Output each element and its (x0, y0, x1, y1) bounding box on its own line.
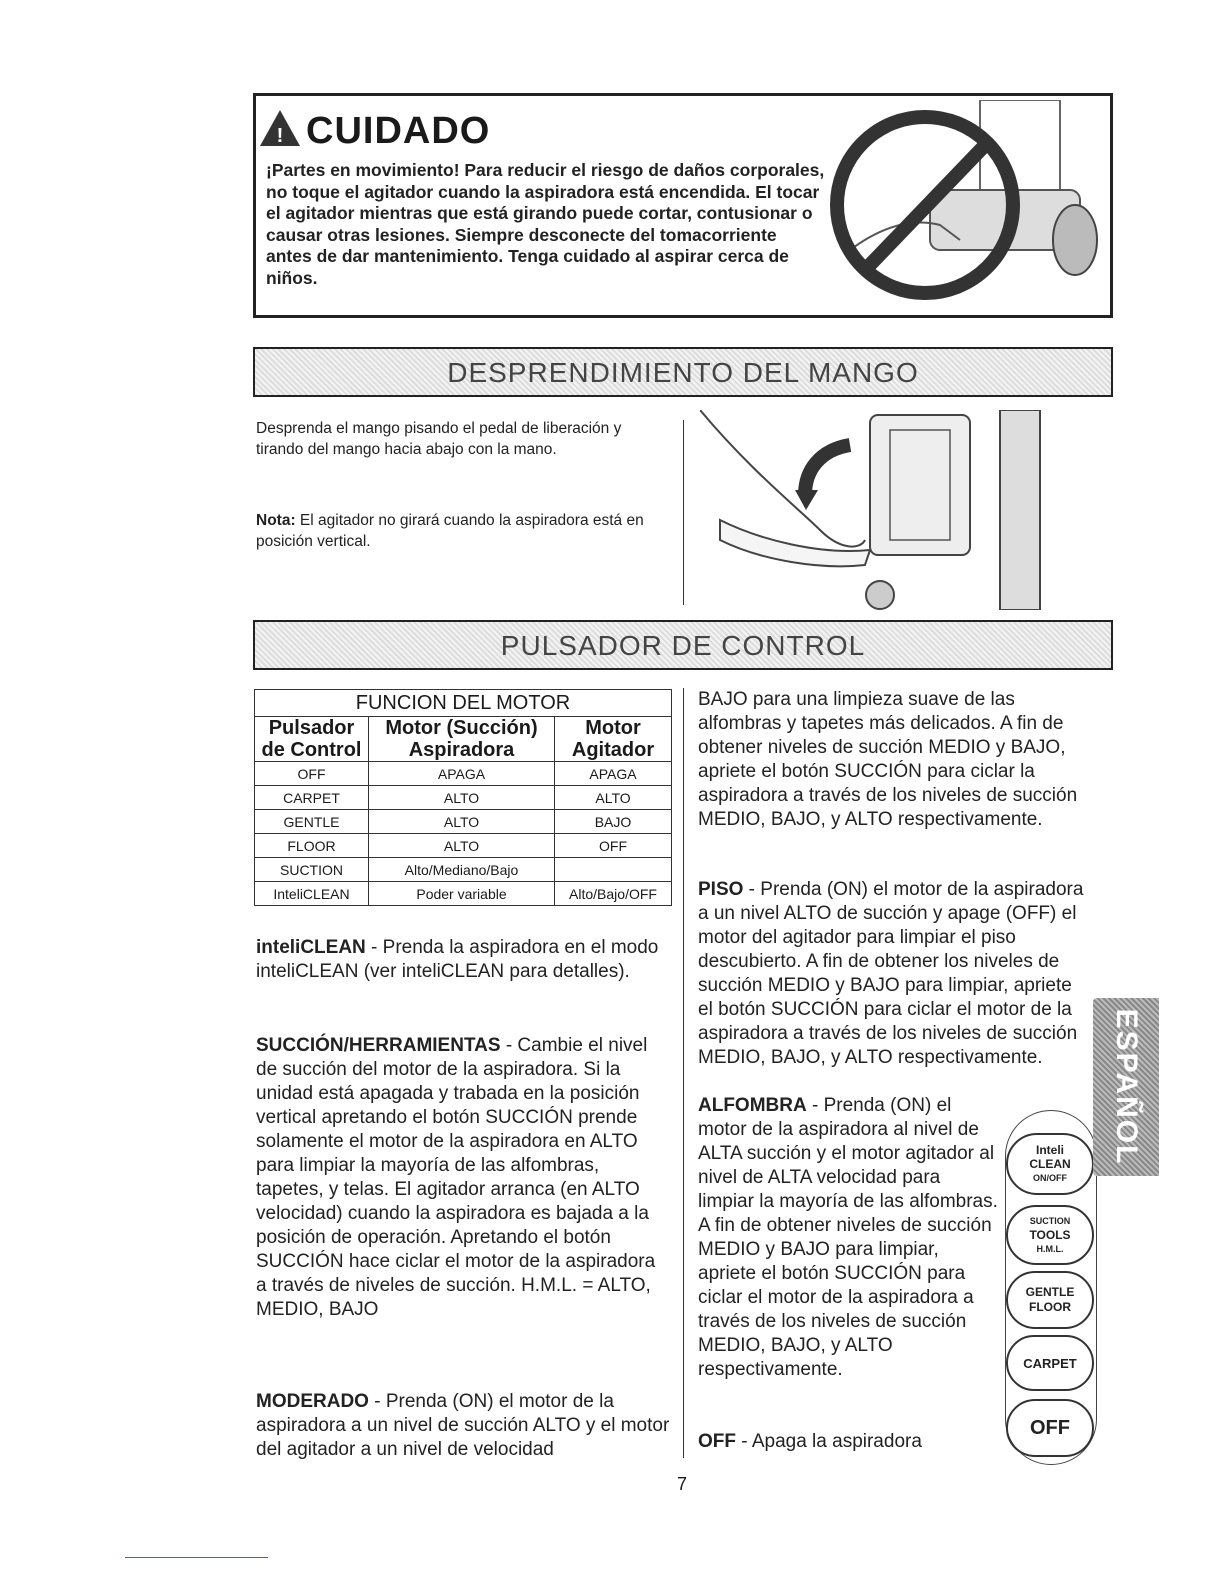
moderado-text: - Prenda (ON) el motor de la aspiradora a un nivel de succión ALTO y el motor del agitador a un nivel de velocidad (256, 1391, 670, 1460)
table-cell: BAJO (555, 810, 672, 834)
button-label: CLEAN (1029, 1157, 1071, 1171)
motor-function-table (254, 689, 672, 906)
table-row (255, 762, 672, 786)
suction-term: SUCCIÓN/HERRAMIENTAS (256, 1035, 501, 1056)
moderado-term: MODERADO (256, 1391, 369, 1412)
alfombra-paragraph (698, 1094, 998, 1382)
table-cell: ALTO (369, 810, 555, 834)
table-header: Motor Agitador (555, 717, 672, 762)
suction-paragraph (256, 1034, 666, 1322)
table-cell: OFF (255, 762, 369, 786)
button-label: H.M.L. (1036, 1244, 1064, 1254)
inteliclean-paragraph (256, 936, 666, 984)
pedal-release-illustration (700, 410, 1110, 610)
column-divider (683, 688, 684, 1458)
alfombra-text: - Prenda (ON) el motor de la aspiradora al nivel de ALTA succión y el motor agitador al nivel de ALTA velocidad para limpiar la mayoría de las alfombras. A fin de obtener niveles de succión MEDIO y BAJO para limpiar, apriete el botón SUCCIÓN para ciclar el motor de la aspiradora a través de los niveles de succión MEDIO, BAJO, y ALTO respectivamente. (698, 1095, 998, 1380)
bajo-paragraph: BAJO para una limpieza suave de las alfombras y tapetes más delicados. A fin de obtener niveles de succión MEDIO y BAJO, apriete el botón SUCCIÓN para ciclar la aspiradora a través de los niveles de succión MEDIO, BAJO, y ALTO respectivamente. (698, 689, 1078, 830)
table-cell: ALTO (555, 786, 672, 810)
table-row (255, 882, 672, 906)
inteliclean-term: inteliCLEAN (256, 937, 366, 958)
table-row (255, 858, 672, 882)
column-divider (683, 420, 684, 605)
button-label: SUCTION (1029, 1216, 1071, 1226)
off-paragraph (698, 1430, 998, 1454)
language-tab-label: ESPAÑOL (1110, 1008, 1143, 1166)
handle-release-text: Desprenda el mango pisando el pedal de liberación y tirando del mango hacia abajo con la mano. (256, 420, 622, 458)
table-row (255, 786, 672, 810)
gentle-floor-button[interactable] (1006, 1271, 1094, 1329)
table-cell: Alto/Mediano/Bajo (369, 858, 555, 882)
moderado-paragraph (256, 1390, 671, 1462)
table-cell: Poder variable (369, 882, 555, 906)
table-cell: GENTLE (255, 810, 369, 834)
button-label: FLOOR (1029, 1300, 1071, 1314)
table-row (255, 834, 672, 858)
table-cell: OFF (555, 834, 672, 858)
inteliclean-button[interactable] (1006, 1133, 1094, 1195)
control-panel (1005, 1110, 1097, 1465)
piso-term: PISO (698, 879, 744, 900)
caution-title: CUIDADO (306, 110, 491, 152)
button-label: GENTLE (1025, 1285, 1075, 1299)
table-cell: ALTO (369, 834, 555, 858)
suction-text: - Cambie el nivel de succión del motor de la aspiradora. Si la unidad está apagada y trabada en la posición vertical apretando el botón SUCCIÓN prende solamente el motor de la aspiradora en ALTO para limpiar la mayoría de las alfombras, tapetes, y telas. El agitador arranca (en ALTO velocidad) cuando la aspiradora es bajada a la posición de operación. Apretando el botón SUCCIÓN hace ciclar el motor de la aspiradora a través de niveles de succión. H.M.L. = ALTO, MEDIO, BAJO (256, 1035, 656, 1320)
table-cell: CARPET (255, 786, 369, 810)
piso-text: - Prenda (ON) el motor de la aspiradora a un nivel ALTO de succión y apage (OFF) el motor del agitador para limpiar el piso descubierto. A fin de obtener los niveles de succión MEDIO y BAJO para limpiar, apriete el botón SUCCIÓN para ciclar el motor de la aspiradora a través de los niveles de succión MEDIO, BAJO, y ALTO respectivamente. (698, 879, 1084, 1068)
handle-release-note (256, 510, 666, 552)
table-cell: APAGA (369, 762, 555, 786)
off-button[interactable] (1006, 1399, 1094, 1457)
note-label: Nota: (256, 512, 296, 529)
note-text: El agitador no girará cuando la aspiradora está en posición vertical. (256, 512, 644, 550)
table-cell: Alto/Bajo/OFF (555, 882, 672, 906)
suction-tools-button[interactable] (1006, 1205, 1094, 1265)
alfombra-term: ALFOMBRA (698, 1095, 807, 1116)
table-header: Pulsador de Control (255, 717, 369, 762)
table-cell: ALTO (369, 786, 555, 810)
table-cell (555, 858, 672, 882)
control-banner (253, 620, 1113, 670)
piso-paragraph (698, 878, 1090, 1070)
handle-release-banner (253, 347, 1113, 397)
language-tab (1093, 998, 1159, 1176)
control-heading: PULSADOR DE CONTROL (500, 630, 866, 661)
table-caption: FUNCION DEL MOTOR (255, 690, 672, 717)
button-label: Inteli (1035, 1143, 1064, 1157)
table-cell: APAGA (555, 762, 672, 786)
page-number: 7 (676, 1474, 687, 1494)
handle-release-heading: DESPRENDIMIENTO DEL MANGO (447, 357, 919, 388)
table-cell: SUCTION (255, 858, 369, 882)
table-header: Motor (Succión) Aspiradora (369, 717, 555, 762)
footer-rule (125, 1557, 268, 1558)
carpet-button[interactable] (1006, 1335, 1094, 1391)
inteliclean-text: - Prenda la aspiradora en el modo inteliCLEAN (ver inteliCLEAN para detalles). (256, 937, 659, 982)
button-label: TOOLS (1029, 1228, 1071, 1242)
caution-text: ¡Partes en movimiento! Para reducir el riesgo de daños corporales, no toque el agitador cuando la aspiradora está encendida. El tocar el agitador mientras que está girando puede cortar, contusionar o causar otras lesiones. Siempre desconecte del tomacorriente antes de dar mantenimiento. Tenga cuidado al aspirar cerca de niños. (266, 160, 825, 288)
table-cell: FLOOR (255, 834, 369, 858)
table-row (255, 810, 672, 834)
no-touch-agitator-illustration (830, 100, 1105, 310)
off-text: - Apaga la aspiradora (736, 1431, 922, 1452)
button-label: CARPET (1023, 1355, 1077, 1371)
off-term: OFF (698, 1431, 736, 1452)
svg-text:!: ! (276, 125, 284, 147)
table-cell: InteliCLEAN (255, 882, 369, 906)
button-label: ON/OFF (1033, 1173, 1067, 1183)
button-label: OFF (1030, 1416, 1070, 1439)
warning-icon (258, 108, 302, 148)
